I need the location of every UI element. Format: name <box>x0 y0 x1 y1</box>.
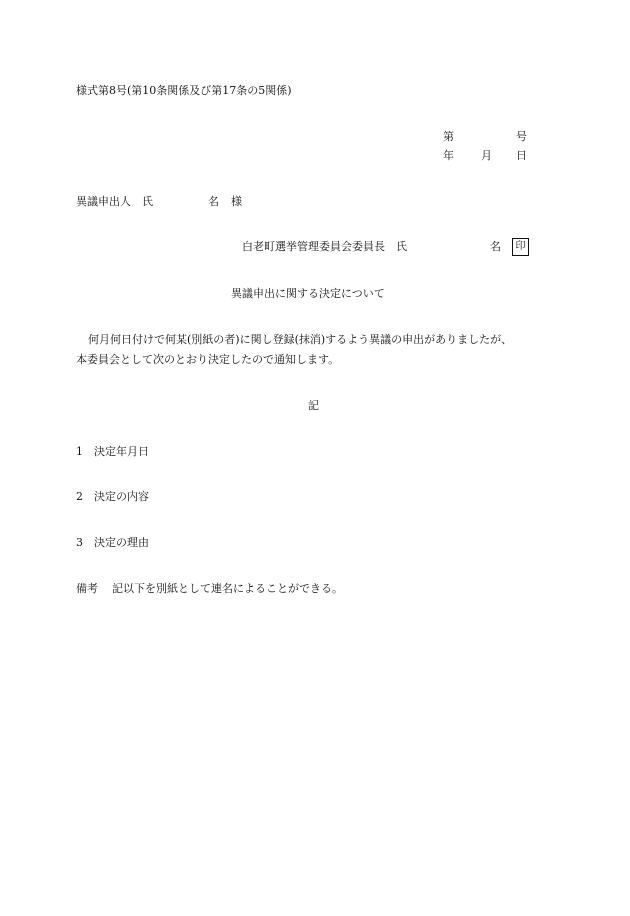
date-month: 月 <box>481 149 492 162</box>
ki-heading: 記 <box>308 399 319 412</box>
item-1-number: 1 <box>76 445 83 458</box>
date-year: 年 <box>443 149 454 162</box>
item-2-label: 決定の内容 <box>94 490 149 503</box>
addressee-honorific: 様 <box>231 195 242 208</box>
item-2-number: 2 <box>76 490 83 503</box>
form-number: 様式第8号(第10条関係及び第17条の5関係) <box>76 84 292 97</box>
date-day: 日 <box>516 149 527 162</box>
item-3-number: 3 <box>76 536 83 549</box>
subject-title: 異議申出に関する決定について <box>231 287 385 300</box>
remark-text: 記以下を別紙として連名によることができる。 <box>112 582 343 595</box>
doc-number-prefix: 第 <box>443 130 454 143</box>
doc-number-suffix: 号 <box>516 130 527 143</box>
sender-title: 白老町選挙管理委員会委員長 氏 <box>242 240 407 253</box>
body-line-1: 何月何日付けで何某(別紙の者)に関し登録(抹消)するよう異議の申出がありましたが、 <box>88 333 513 346</box>
addressee-name-char: 名 <box>208 195 219 208</box>
remark-label: 備考 <box>76 582 98 595</box>
item-1-label: 決定年月日 <box>94 445 149 458</box>
item-3-label: 決定の理由 <box>94 536 149 549</box>
body-line-2: 本委員会として次のとおり決定したので通知します。 <box>76 353 340 366</box>
sender-name-char: 名 <box>490 240 501 253</box>
seal-box: 印 <box>512 238 529 256</box>
addressee-prefix: 異議申出人 氏 <box>76 195 153 208</box>
